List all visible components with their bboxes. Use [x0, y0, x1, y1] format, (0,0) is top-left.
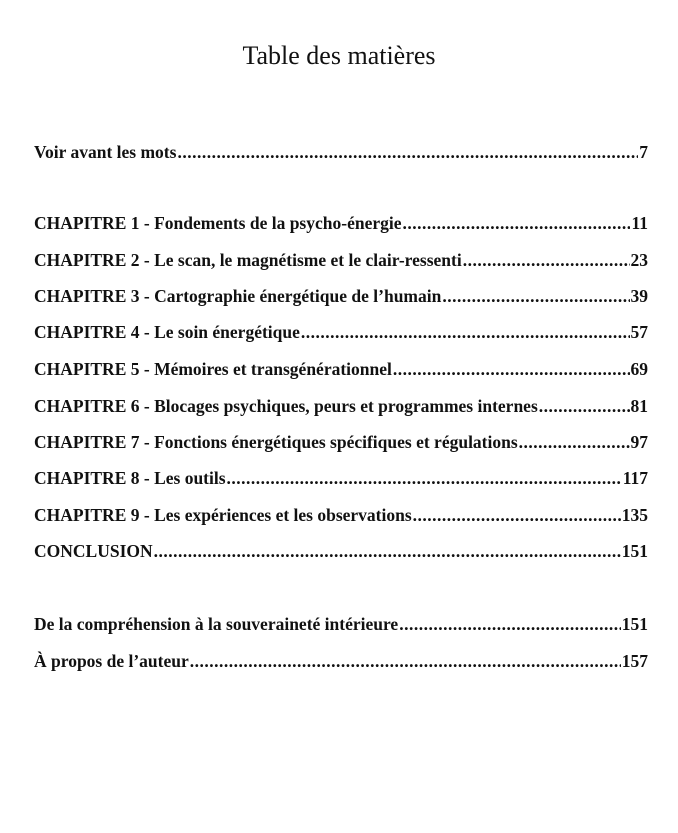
- toc-entry-label: Voir avant les mots: [34, 142, 177, 162]
- toc-entry-page: 117: [622, 468, 648, 488]
- dot-leader: [539, 395, 630, 417]
- toc-entry-label: À propos de l’auteur: [34, 651, 189, 671]
- toc-entry-page: 135: [621, 505, 648, 525]
- toc-entry-label: CHAPITRE 6 - Blocages psychiques, peurs et programmes internes: [34, 396, 538, 416]
- dot-leader: [227, 467, 622, 489]
- toc-entry-page: 151: [621, 541, 648, 561]
- toc-entry-chapitre-8: [34, 467, 648, 489]
- toc-entry-label: CONCLUSION: [34, 541, 153, 561]
- toc-entry-chapitre-4: [34, 321, 648, 343]
- toc-entry-page: 81: [630, 396, 648, 416]
- toc-entry-page: 151: [621, 614, 648, 634]
- toc-entry-chapitre-2: [34, 249, 648, 271]
- toc-entry-chapitre-9: [34, 504, 648, 526]
- dot-leader: [402, 212, 630, 234]
- toc-entry-page: 69: [630, 359, 648, 379]
- toc-entry-a-propos-auteur: [34, 650, 648, 672]
- toc-entry-chapitre-3: [34, 285, 648, 307]
- toc-entry-label: CHAPITRE 2 - Le scan, le magnétisme et le clair-ressenti: [34, 250, 462, 270]
- toc-entry-voir-avant-les-mots: [34, 141, 648, 163]
- toc-entry-page: 7: [639, 142, 648, 162]
- toc-entry-chapitre-1: [34, 212, 648, 234]
- dot-leader: [463, 249, 630, 271]
- toc-entry-label: CHAPITRE 7 - Fonctions énergétiques spécifiques et régulations: [34, 432, 518, 452]
- dot-leader: [519, 431, 630, 453]
- toc-entry-page: 57: [630, 322, 648, 342]
- toc-entry-label: CHAPITRE 5 - Mémoires et transgénérationnel: [34, 359, 392, 379]
- toc-entry-chapitre-6: [34, 395, 648, 417]
- toc-entry-chapitre-7: [34, 431, 648, 453]
- dot-leader: [154, 540, 621, 562]
- toc-entry-conclusion: [34, 540, 648, 562]
- dot-leader: [442, 285, 629, 307]
- dot-leader: [190, 650, 621, 672]
- toc-entry-label: CHAPITRE 1 - Fondements de la psycho-énergie: [34, 213, 402, 233]
- toc-entry-label: CHAPITRE 4 - Le soin énergétique: [34, 322, 300, 342]
- dot-leader: [399, 613, 621, 635]
- toc-entry-page: 97: [630, 432, 648, 452]
- toc-entry-page: 23: [630, 250, 648, 270]
- dot-leader: [177, 141, 638, 163]
- toc-entry-label: CHAPITRE 9 - Les expériences et les observations: [34, 505, 412, 525]
- dot-leader: [413, 504, 621, 526]
- dot-leader: [301, 321, 630, 343]
- toc-entry-page: 157: [621, 651, 648, 671]
- toc-entry-label: CHAPITRE 8 - Les outils: [34, 468, 226, 488]
- dot-leader: [393, 358, 630, 380]
- page-title: Table des matières: [242, 41, 436, 70]
- toc-entry-page: 39: [630, 286, 648, 306]
- toc-entry-chapitre-5: [34, 358, 648, 380]
- toc-entry-label: De la compréhension à la souveraineté intérieure: [34, 614, 399, 634]
- toc-entry-page: 11: [631, 213, 648, 233]
- toc-entry-label: CHAPITRE 3 - Cartographie énergétique de l’humain: [34, 286, 442, 306]
- toc-entry-souverainete: [34, 613, 648, 635]
